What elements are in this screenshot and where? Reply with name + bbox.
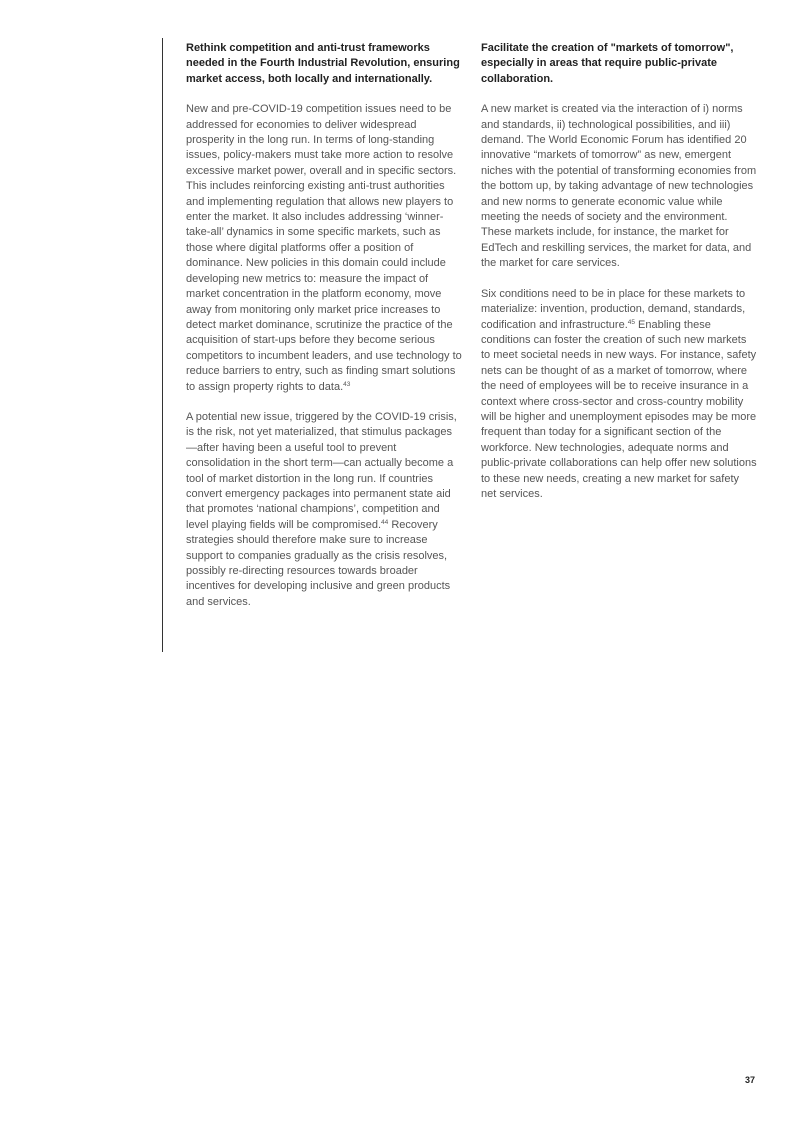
left-paragraph-1-text: New and pre-COVID-19 competition issues need to be addressed for economies to deliver widespread prosperity in the long run. In terms of long-standing issues, policy-makers must take more action to resolve excessive market power, overall and in specific sectors. This includes reinforcing existing anti-trust authorities and implementing regulation that allows new players to enter the market. It also includes addressing ‘winner-take-all’ dynamics in some specific markets, such as those where digital platforms offer a position of dominance. New policies in this domain could include developing new metrics to: measure the impact of market concentration in the platform economy, move away from monitoring only market price increases to detect market dominance, scrutinize the practice of the acquisition of start-ups before they become serious competitors to incumbent leaders, and use technology to reduce barriers to entry, such as finding smart solutions to assign property rights to data. bbox=[186, 103, 462, 393]
footnote-44: 44 bbox=[381, 518, 389, 526]
right-paragraph-2 bbox=[481, 287, 757, 503]
left-column bbox=[186, 41, 462, 625]
left-paragraph-2-text-before: A potential new issue, triggered by the COVID-19 crisis, is the risk, not yet materialized, that stimulus packages—after having been a useful tool to prevent consolidation in the short term—can actually become a tool of market distortion in the long run. If countries convert emergency packages into permanent state aid that promotes ‘national champions’, competition and level playing fields will be compromised. bbox=[186, 410, 457, 531]
left-paragraph-2-text-after: Recovery strategies should therefore make sure to increase support to companies gradually as the crisis resolves, possibly re-directing resources towards broader incentives for developing inclusive and green products and services. bbox=[186, 518, 451, 608]
right-paragraph-1: A new market is created via the interaction of i) norms and standards, ii) technological possibilities, and iii) demand. The World Economic Forum has identified 20 innovative “markets of tomorrow” as new, emergent niches with the potential of transforming economies from the bottom up, by taking advantage of new technologies and new norms to generate economic value while meeting the needs of society and the environment. These markets include, for instance, the market for EdTech and reskilling services, the market for data, and the market for care services. bbox=[481, 103, 757, 270]
right-paragraph-2-text-before: Six conditions need to be in place for these markets to materialize: invention, production, demand, standards, codification and infrastructure. bbox=[481, 287, 746, 331]
left-heading: Rethink competition and anti-trust frameworks needed in the Fourth Industrial Revolution, ensuring market access, both locally and internationally. bbox=[186, 42, 460, 85]
right-column bbox=[481, 41, 757, 517]
margin-rule bbox=[162, 38, 163, 652]
page-number: 37 bbox=[744, 1075, 755, 1085]
footnote-43: 43 bbox=[343, 380, 351, 388]
footnote-45: 45 bbox=[627, 318, 635, 326]
right-heading: Facilitate the creation of "markets of tomorrow", especially in areas that require public-private collaboration. bbox=[481, 42, 734, 85]
left-paragraph-2 bbox=[186, 410, 462, 610]
left-paragraph-1 bbox=[186, 102, 462, 395]
right-paragraph-2-text-after: Enabling these conditions can foster the creation of such new markets to meet societal needs in new ways. For instance, safety nets can be thought of as a market of tomorrow, where the need of employees will be to receive insurance in a context where cross-sector and cross-country mobility will be higher and unemployment episodes may be more frequent than today for a significant section of the workforce. New technologies, adequate norms and public-private collaborations can help offer new solutions to these new needs, creating a new market for safety net services. bbox=[481, 318, 757, 500]
